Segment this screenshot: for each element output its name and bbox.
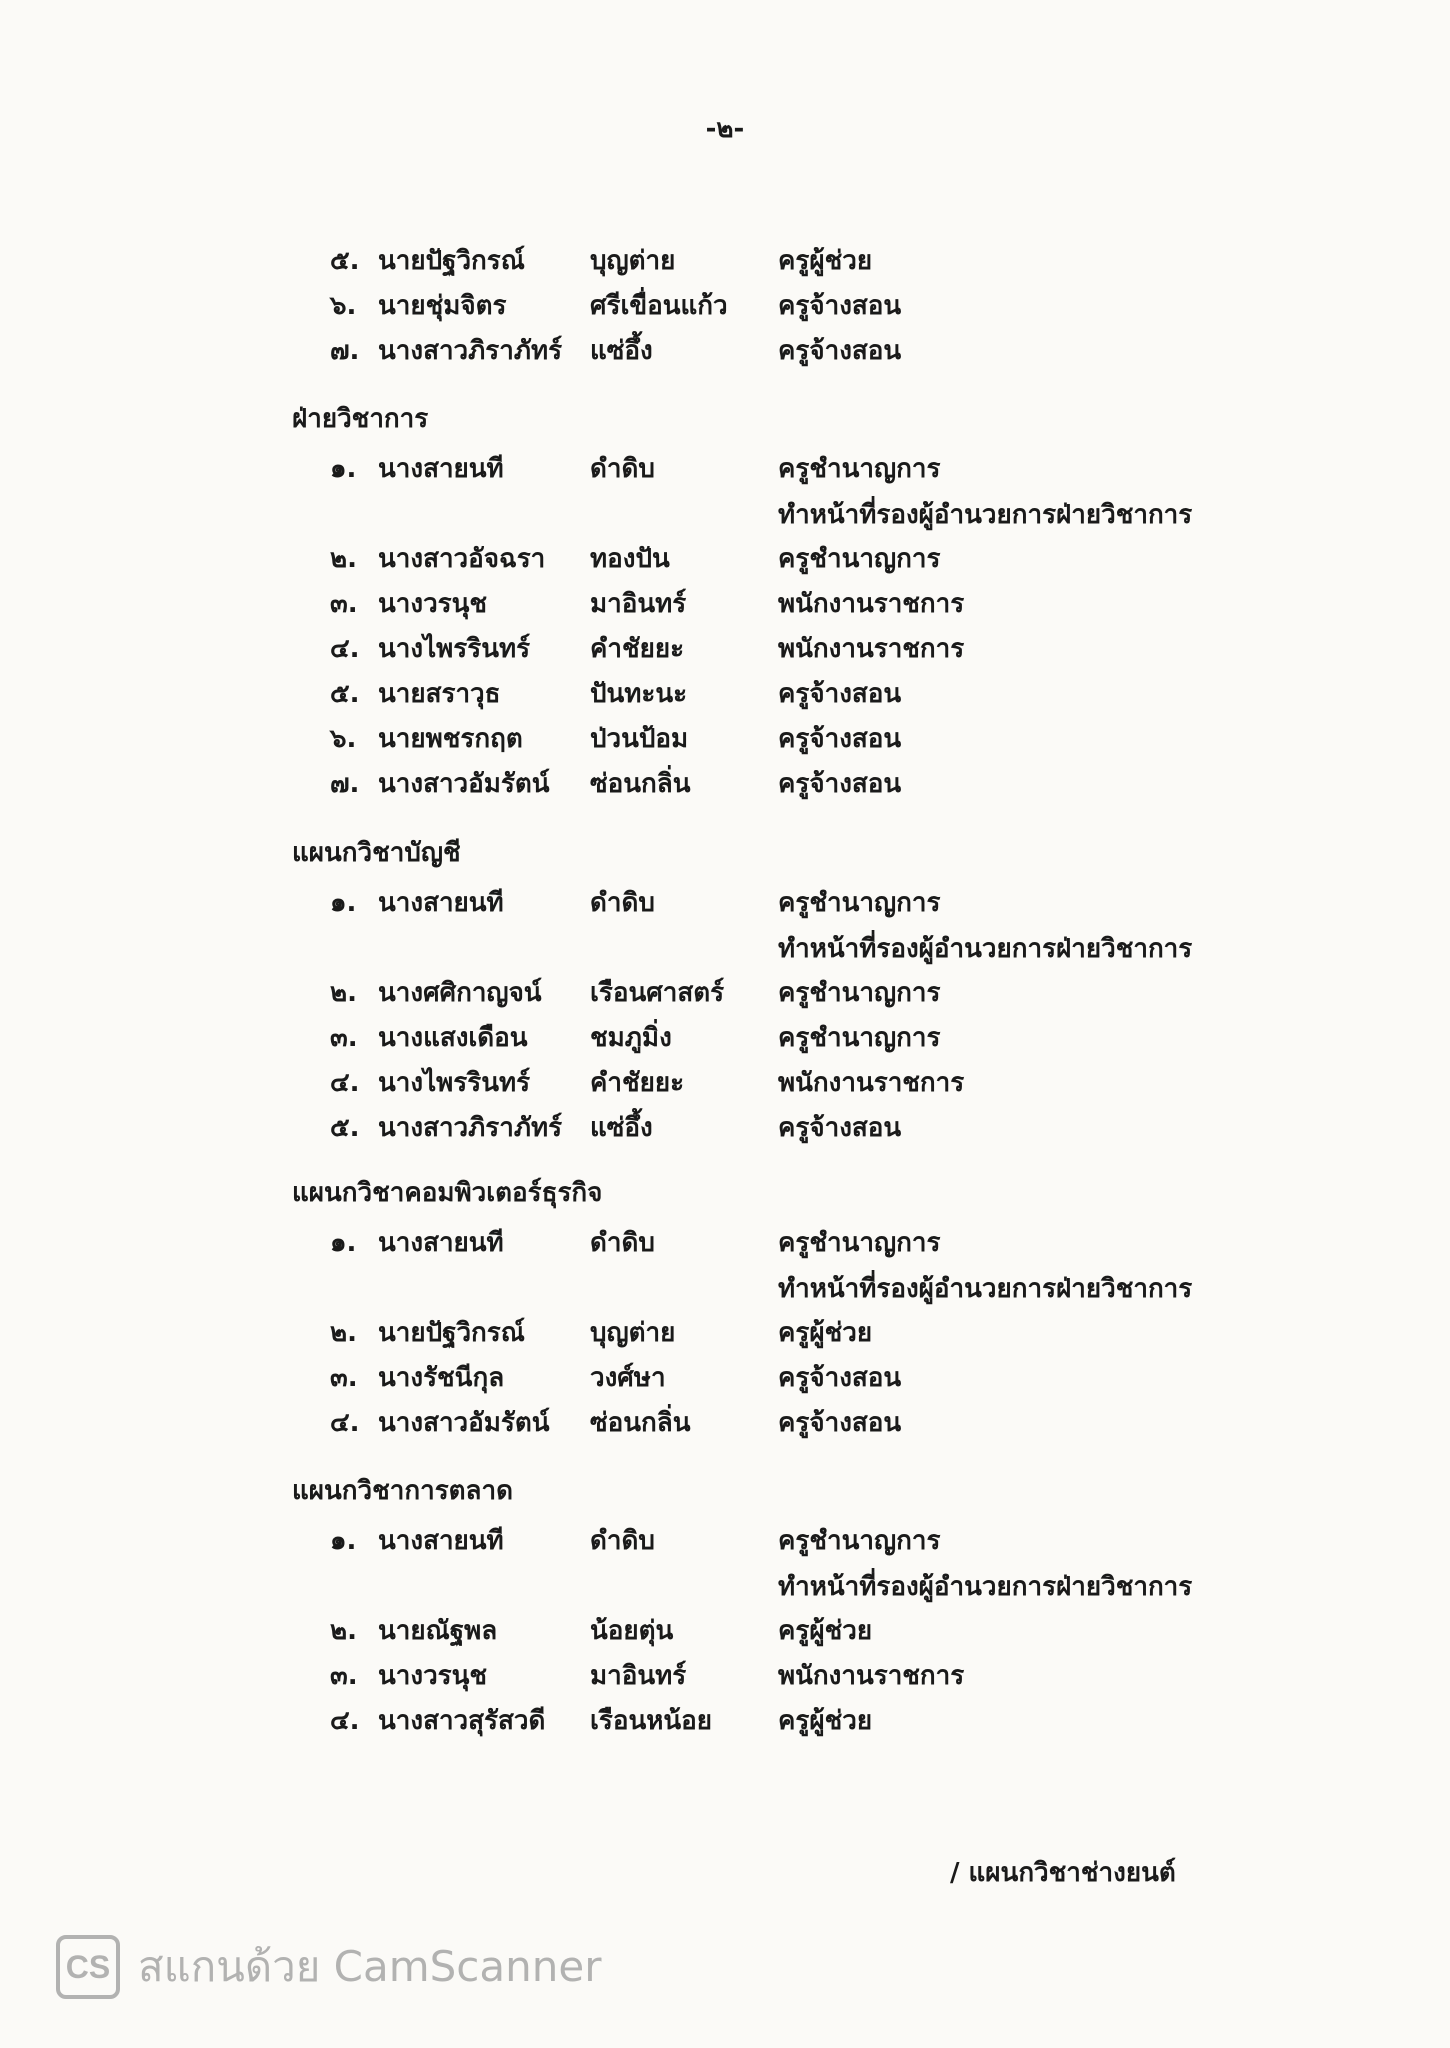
item-number: ๔. bbox=[330, 1706, 360, 1736]
last-name: บุญต่าย bbox=[590, 1318, 676, 1348]
list-item bbox=[0, 763, 1450, 807]
position: ครูผู้ช่วย bbox=[778, 246, 873, 276]
first-name: นางรัชนีกุล bbox=[378, 1363, 505, 1393]
item-number: ๒. bbox=[330, 1616, 358, 1646]
item-number: ๓. bbox=[330, 1023, 358, 1053]
position: ครูจ้างสอน bbox=[778, 1363, 902, 1393]
position: ครูชำนาญการ bbox=[778, 888, 941, 918]
position: ครูจ้างสอน bbox=[778, 724, 902, 754]
last-name: ซ่อนกลิ่น bbox=[590, 769, 691, 799]
last-name: ดำดิบ bbox=[590, 1228, 655, 1258]
list-item bbox=[0, 1107, 1450, 1151]
last-name: ชมภูมิ่ง bbox=[590, 1023, 672, 1053]
first-name: นางวรนุช bbox=[378, 589, 488, 619]
position: ครูจ้างสอน bbox=[778, 1408, 902, 1438]
item-number: ๖. bbox=[330, 724, 357, 754]
first-name: นายสราวุธ bbox=[378, 679, 501, 709]
position: ครูจ้างสอน bbox=[778, 1113, 902, 1143]
item-number: ๖. bbox=[330, 291, 357, 321]
last-name: บุญต่าย bbox=[590, 246, 676, 276]
item-number: ๗. bbox=[330, 336, 360, 366]
list-item bbox=[0, 1062, 1450, 1106]
first-name: นางสายนที bbox=[378, 888, 504, 918]
last-name: เรือนศาสตร์ bbox=[590, 978, 725, 1008]
last-name: น้อยตุ่น bbox=[590, 1616, 674, 1646]
item-number: ๔. bbox=[330, 1068, 360, 1098]
first-name: นางสาวอัมรัตน์ bbox=[378, 769, 550, 799]
item-number: ๓. bbox=[330, 589, 358, 619]
page-number: -๒- bbox=[705, 114, 745, 144]
item-number: ๒. bbox=[330, 978, 358, 1008]
list-item bbox=[0, 285, 1450, 329]
item-number: ๔. bbox=[330, 634, 360, 664]
section-title: ฝ่ายวิชาการ bbox=[292, 404, 429, 434]
position: ครูชำนาญการ bbox=[778, 1526, 941, 1556]
list-item bbox=[0, 1520, 1450, 1602]
position: ครูจ้างสอน bbox=[778, 769, 902, 799]
item-number: ๓. bbox=[330, 1661, 358, 1691]
last-name: มาอินทร์ bbox=[590, 589, 687, 619]
position-note: ทำหน้าที่รองผู้อำนวยการฝ่ายวิชาการ bbox=[778, 1572, 1193, 1602]
list-item bbox=[0, 330, 1450, 374]
continuation-note: / แผนกวิชาช่างยนต์ bbox=[950, 1858, 1176, 1888]
list-item bbox=[0, 673, 1450, 717]
position: พนักงานราชการ bbox=[778, 1661, 965, 1691]
last-name: ดำดิบ bbox=[590, 888, 655, 918]
first-name: นายพชรกฤต bbox=[378, 724, 523, 754]
position: ครูชำนาญการ bbox=[778, 544, 941, 574]
first-name: นางวรนุช bbox=[378, 1661, 488, 1691]
last-name: ศรีเขื่อนแก้ว bbox=[590, 291, 728, 321]
last-name: วงศ์ษา bbox=[590, 1363, 666, 1393]
position-note: ทำหน้าที่รองผู้อำนวยการฝ่ายวิชาการ bbox=[778, 934, 1193, 964]
item-number: ๒. bbox=[330, 1318, 358, 1348]
list-item bbox=[0, 1655, 1450, 1699]
first-name: นางสาวภิราภัทร์ bbox=[378, 336, 563, 366]
first-name: นายปัฐวิกรณ์ bbox=[378, 246, 525, 276]
first-name: นายชุ่มจิตร bbox=[378, 291, 507, 321]
position: ครูชำนาญการ bbox=[778, 1023, 941, 1053]
last-name: คำชัยยะ bbox=[590, 634, 685, 664]
first-name: นางไพรรินทร์ bbox=[378, 634, 531, 664]
item-number: ๑. bbox=[330, 888, 357, 918]
first-name: นางสาวอัมรัตน์ bbox=[378, 1408, 550, 1438]
first-name: นายณัฐพล bbox=[378, 1616, 498, 1646]
list-item bbox=[0, 1312, 1450, 1356]
list-item bbox=[0, 1017, 1450, 1061]
item-number: ๑. bbox=[330, 1228, 357, 1258]
list-item bbox=[0, 583, 1450, 627]
item-number: ๕. bbox=[330, 1113, 360, 1143]
first-name: นางสาวอัจฉรา bbox=[378, 544, 546, 574]
list-item bbox=[0, 448, 1450, 530]
item-number: ๗. bbox=[330, 769, 360, 799]
item-number: ๓. bbox=[330, 1363, 358, 1393]
last-name: ป่วนป้อม bbox=[590, 724, 689, 754]
last-name: ซ่อนกลิ่น bbox=[590, 1408, 691, 1438]
position: ครูผู้ช่วย bbox=[778, 1318, 873, 1348]
first-name: นางศศิกาญจน์ bbox=[378, 978, 542, 1008]
position: ครูผู้ช่วย bbox=[778, 1616, 873, 1646]
list-item bbox=[0, 718, 1450, 762]
position: ครูจ้างสอน bbox=[778, 336, 902, 366]
position: ครูผู้ช่วย bbox=[778, 1706, 873, 1736]
list-item bbox=[0, 628, 1450, 672]
item-number: ๕. bbox=[330, 246, 360, 276]
section-title: แผนกวิชาบัญชี bbox=[292, 838, 461, 868]
list-item bbox=[0, 1700, 1450, 1744]
first-name: นางสายนที bbox=[378, 1228, 504, 1258]
item-number: ๑. bbox=[330, 454, 357, 484]
last-name: ดำดิบ bbox=[590, 454, 655, 484]
list-item bbox=[0, 972, 1450, 1016]
list-item bbox=[0, 1357, 1450, 1401]
first-name: นางสายนที bbox=[378, 1526, 504, 1556]
section-title: แผนกวิชาคอมพิวเตอร์ธุรกิจ bbox=[292, 1178, 603, 1208]
list-item bbox=[0, 1402, 1450, 1446]
last-name: ทองปัน bbox=[590, 544, 670, 574]
position: ครูจ้างสอน bbox=[778, 291, 902, 321]
item-number: ๔. bbox=[330, 1408, 360, 1438]
first-name: นางสาวสุรัสวดี bbox=[378, 1706, 546, 1736]
position: พนักงานราชการ bbox=[778, 1068, 965, 1098]
last-name: แซ่อึ้ง bbox=[590, 1113, 653, 1143]
position: ครูจ้างสอน bbox=[778, 679, 902, 709]
position-note: ทำหน้าที่รองผู้อำนวยการฝ่ายวิชาการ bbox=[778, 500, 1193, 530]
list-item bbox=[0, 1610, 1450, 1654]
first-name: นางแสงเดือน bbox=[378, 1023, 528, 1053]
camscanner-logo-icon: CS bbox=[56, 1935, 120, 1999]
last-name: แซ่อึ้ง bbox=[590, 336, 653, 366]
first-name: นางสายนที bbox=[378, 454, 504, 484]
position: พนักงานราชการ bbox=[778, 634, 965, 664]
last-name: ดำดิบ bbox=[590, 1526, 655, 1556]
last-name: มาอินทร์ bbox=[590, 1661, 687, 1691]
position-note: ทำหน้าที่รองผู้อำนวยการฝ่ายวิชาการ bbox=[778, 1274, 1193, 1304]
camscanner-watermark bbox=[56, 1935, 601, 1999]
section-title: แผนกวิชาการตลาด bbox=[292, 1476, 513, 1506]
position: ครูชำนาญการ bbox=[778, 978, 941, 1008]
last-name: ปันทะนะ bbox=[590, 679, 688, 709]
position: ครูชำนาญการ bbox=[778, 454, 941, 484]
list-item bbox=[0, 538, 1450, 582]
first-name: นางสาวภิราภัทร์ bbox=[378, 1113, 563, 1143]
last-name: คำชัยยะ bbox=[590, 1068, 685, 1098]
last-name: เรือนหน้อย bbox=[590, 1706, 713, 1736]
list-item bbox=[0, 882, 1450, 964]
first-name: นางไพรรินทร์ bbox=[378, 1068, 531, 1098]
item-number: ๑. bbox=[330, 1526, 357, 1556]
position: ครูชำนาญการ bbox=[778, 1228, 941, 1258]
watermark-text: สแกนด้วย CamScanner bbox=[138, 1942, 602, 1991]
first-name: นายปัฐวิกรณ์ bbox=[378, 1318, 525, 1348]
item-number: ๒. bbox=[330, 544, 358, 574]
list-item bbox=[0, 1222, 1450, 1304]
list-item bbox=[0, 240, 1450, 284]
position: พนักงานราชการ bbox=[778, 589, 965, 619]
item-number: ๕. bbox=[330, 679, 360, 709]
